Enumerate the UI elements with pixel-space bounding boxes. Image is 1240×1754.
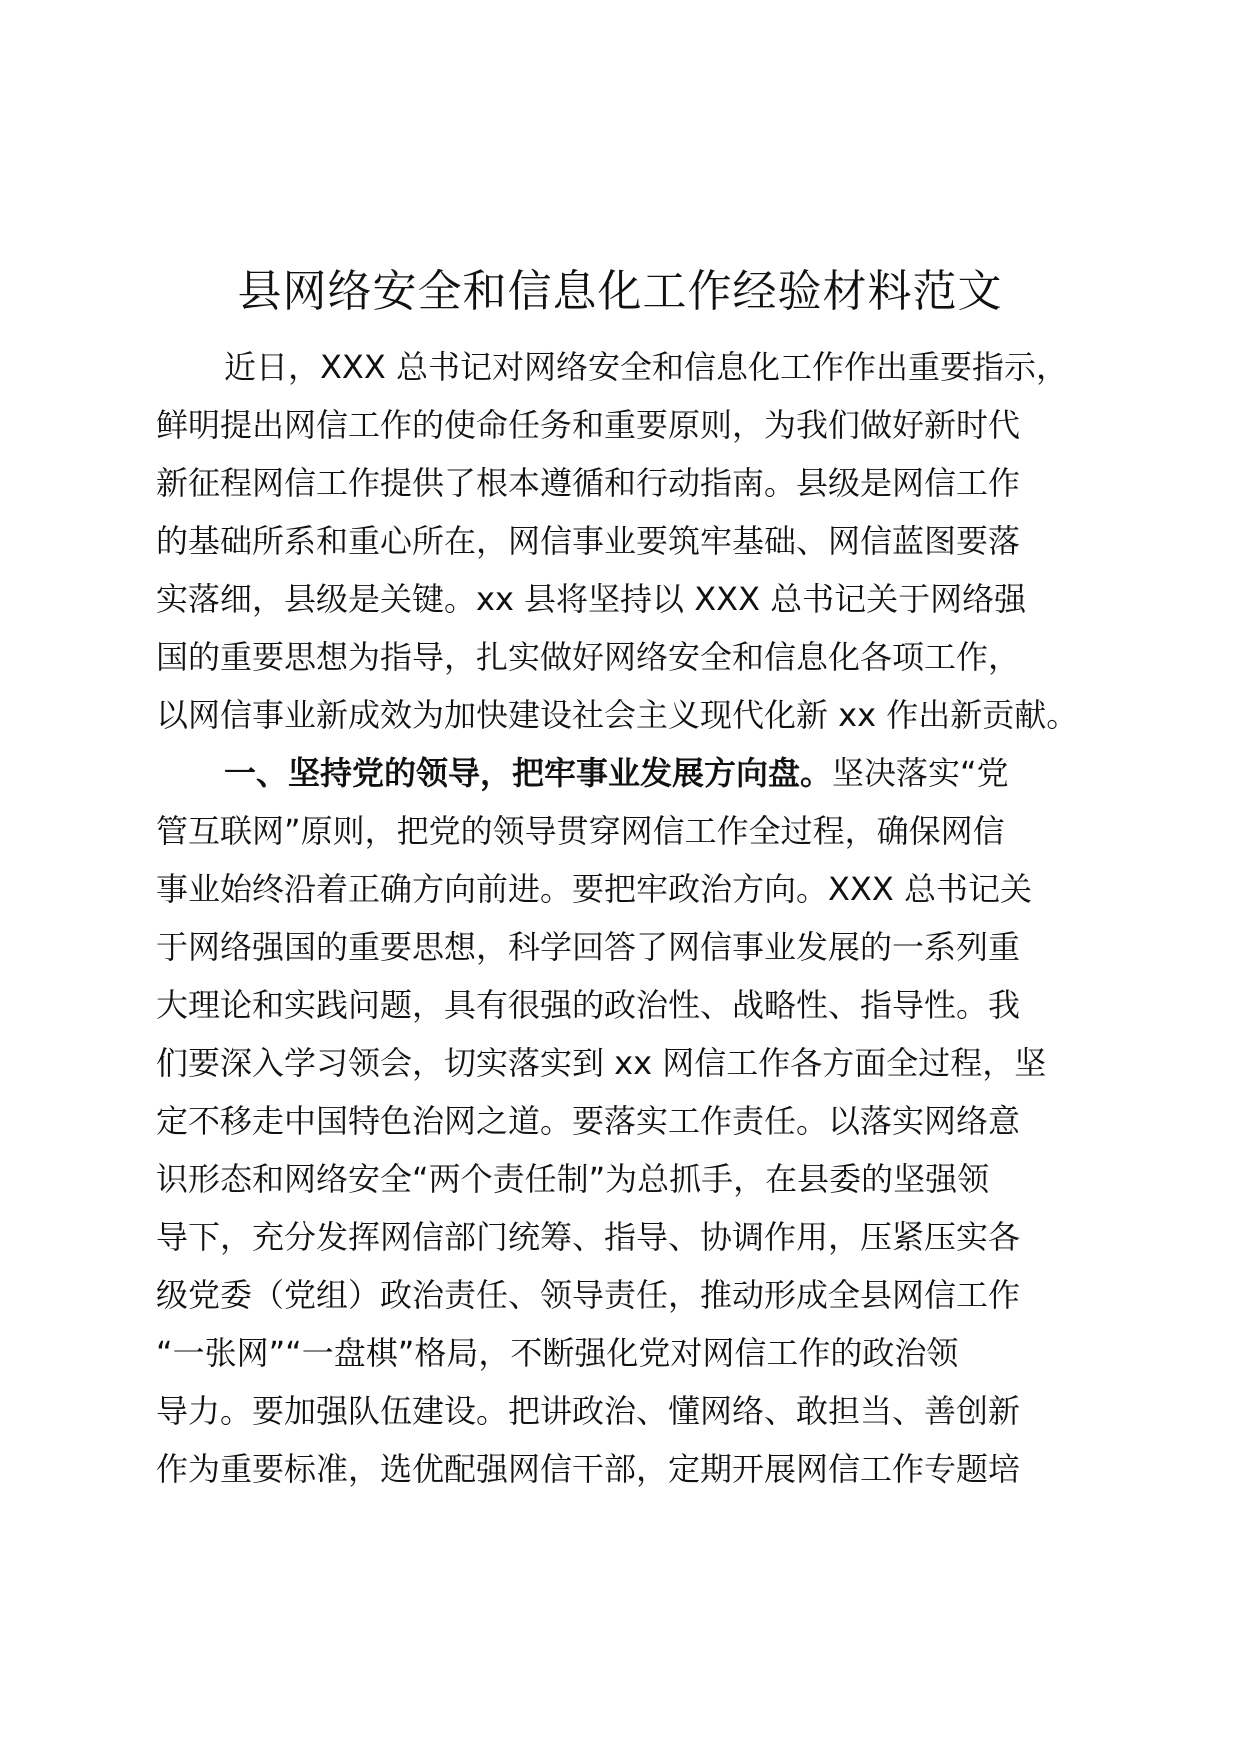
text-line: 定不移走中国特色治网之道。要落实工作责任。以落实网络意 xyxy=(156,1102,1021,1140)
text-line: 近日，XXX 总书记对网络安全和信息化工作作出重要指示， xyxy=(224,348,1068,386)
text-line: 的基础所系和重心所在，网信事业要筑牢基础、网信蓝图要落 xyxy=(156,522,1021,560)
section-first-line xyxy=(156,744,1096,802)
text-line: “一张网”“一盘棋”格局，不断强化党对网信工作的政治领 xyxy=(156,1334,959,1372)
text-line: 于网络强国的重要思想，科学回答了网信事业发展的一系列重 xyxy=(156,928,1021,966)
paragraph-intro xyxy=(156,338,1096,744)
text-line: 识形态和网络安全“两个责任制”为总抓手，在县委的坚强领 xyxy=(156,1160,990,1198)
paragraph-section-1 xyxy=(156,744,1096,1498)
text-line: 作为重要标准，选优配强网信干部，定期开展网信工作专题培 xyxy=(156,1450,1021,1488)
section-first-line-text: 坚决落实“党 xyxy=(832,754,1009,792)
text-line: 新征程网信工作提供了根本遵循和行动指南。县级是网信工作 xyxy=(156,464,1021,502)
text-line: 实落细，县级是关键。xx 县将坚持以 XXX 总书记关于网络强 xyxy=(156,580,1027,618)
text-line: 国的重要思想为指导，扎实做好网络安全和信息化各项工作， xyxy=(156,638,1021,676)
text-line: 管互联网”原则，把党的领导贯穿网信工作全过程，确保网信 xyxy=(156,812,1005,850)
text-line: 们要深入学习领会，切实落实到 xx 网信工作各方面全过程，坚 xyxy=(156,1044,1047,1082)
text-line: 导力。要加强队伍建设。把讲政治、懂网络、敢担当、善创新 xyxy=(156,1392,1021,1430)
text-line: 以网信事业新成效为加快建设社会主义现代化新 xx 作出新贡献。 xyxy=(156,696,1079,734)
text-line: 事业始终沿着正确方向前进。要把牢政治方向。XXX 总书记关 xyxy=(156,870,1032,908)
section-heading: 一、坚持党的领导，把牢事业发展方向盘。 xyxy=(224,754,833,792)
text-line: 导下，充分发挥网信部门统筹、指导、协调作用，压紧压实各 xyxy=(156,1218,1021,1256)
document-body xyxy=(156,338,1096,1498)
text-line: 大理论和实践问题，具有很强的政治性、战略性、指导性。我 xyxy=(156,986,1021,1024)
text-line: 级党委（党组）政治责任、领导责任，推动形成全县网信工作 xyxy=(156,1276,1021,1314)
text-line: 鲜明提出网信工作的使命任务和重要原则，为我们做好新时代 xyxy=(156,406,1021,444)
document-title: 县网络安全和信息化工作经验材料范文 xyxy=(237,266,1003,317)
